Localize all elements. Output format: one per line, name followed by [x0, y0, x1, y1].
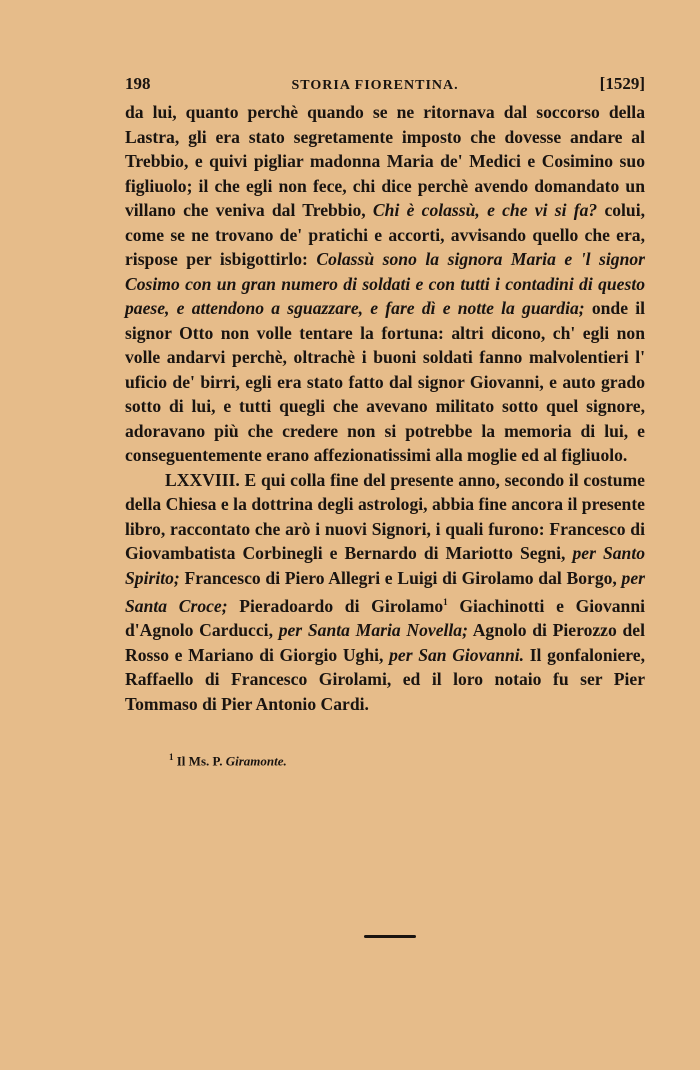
text-run: Pieradoardo di Girolamo: [227, 595, 444, 616]
italic-run: Colassù sono la signora Maria e 'l signor Cosimo con un gran numero di soldati e con tutti i contadini di questo paese, e attendono a sguazzare, e fare dì e notte la guardia;: [125, 249, 645, 318]
text-run: colui, come se ne trovano de' pratichi e accorti, avvisando quello che era, rispose per isbigottirlo:: [125, 200, 646, 269]
running-header: [125, 74, 645, 94]
italic-run: per San Giovanni.: [389, 644, 525, 665]
page-number: 198: [125, 74, 151, 93]
ornamental-rule: [364, 935, 416, 938]
paragraph-1: [125, 100, 645, 468]
body-text: [125, 100, 645, 716]
italic-run: per Santa Maria Novella;: [278, 620, 468, 641]
italic-run: Chi è colassù, e che vi si fa?: [372, 200, 598, 220]
footnote-reference: 1: [443, 597, 448, 607]
text-run: Agnolo di Pierozzo del Rosso e Mariano di Giorgio Ughi,: [125, 620, 645, 665]
italic-run: per Santo Spirito;: [125, 543, 645, 588]
footnote-mark: 1: [169, 752, 174, 763]
footnote-text: Il Ms. P.: [173, 753, 226, 769]
footnote-italic: Giramonte.: [225, 753, 287, 769]
text-run: onde il signor Otto non volle tentare la fortuna: altri dicono, ch' egli non volle andarvi perchè, oltrachè i buoni soldati fanno malvolentieri l' uficio de' birri, egli era stato fatto dal signor Giovanni, e auto grado sotto di lui, e tutti quegli che avevano militato sotto quel signore, adoravano più che credere non si potrebbe la memoria di lui, e conseguentemente erano affezionatissimi alla moglie ed al figliuolo.: [125, 298, 645, 465]
running-title: STORIA FIORENTINA.: [291, 78, 459, 93]
text-run: Il gonfaloniere, Raffaello di Francesco Girolami, ed il loro notaio fu ser Pier Tommaso di Pier Antonio Cardi.: [125, 644, 645, 714]
footnote: [169, 752, 645, 769]
text-run: da lui, quanto perchè quando se ne ritornava dal soccorso della Lastra, gli era stato segretamente imposto che dovesse andare al Trebbio, e quivi pigliar madonna Maria de' Medici e Cosimino suo figliuolo; il che egli non fece, chi dice perchè avendo domandato un villano che veniva dal Trebbio,: [125, 102, 645, 220]
italic-run: per Santa Croce;: [125, 567, 645, 616]
year-label: [1529]: [599, 74, 645, 93]
text-run: Francesco di Piero Allegri e Luigi di Girolamo dal Borgo,: [179, 567, 622, 588]
text-run: Giachinotti e Giovanni d'Agnolo Carducci,: [125, 595, 646, 641]
page: [125, 74, 645, 770]
text-run: LXXVIII. E qui colla fine del presente anno, secondo il costume della Chiesa e la dottrina degli astrologi, abbia fine ancora il presente libro, raccontato che arò i nuovi Signori, i quali furono: Francesco di Giovambatista Corbinegli e Bernardo di Mariotto Segni,: [125, 469, 645, 563]
paragraph-2: [125, 468, 645, 717]
